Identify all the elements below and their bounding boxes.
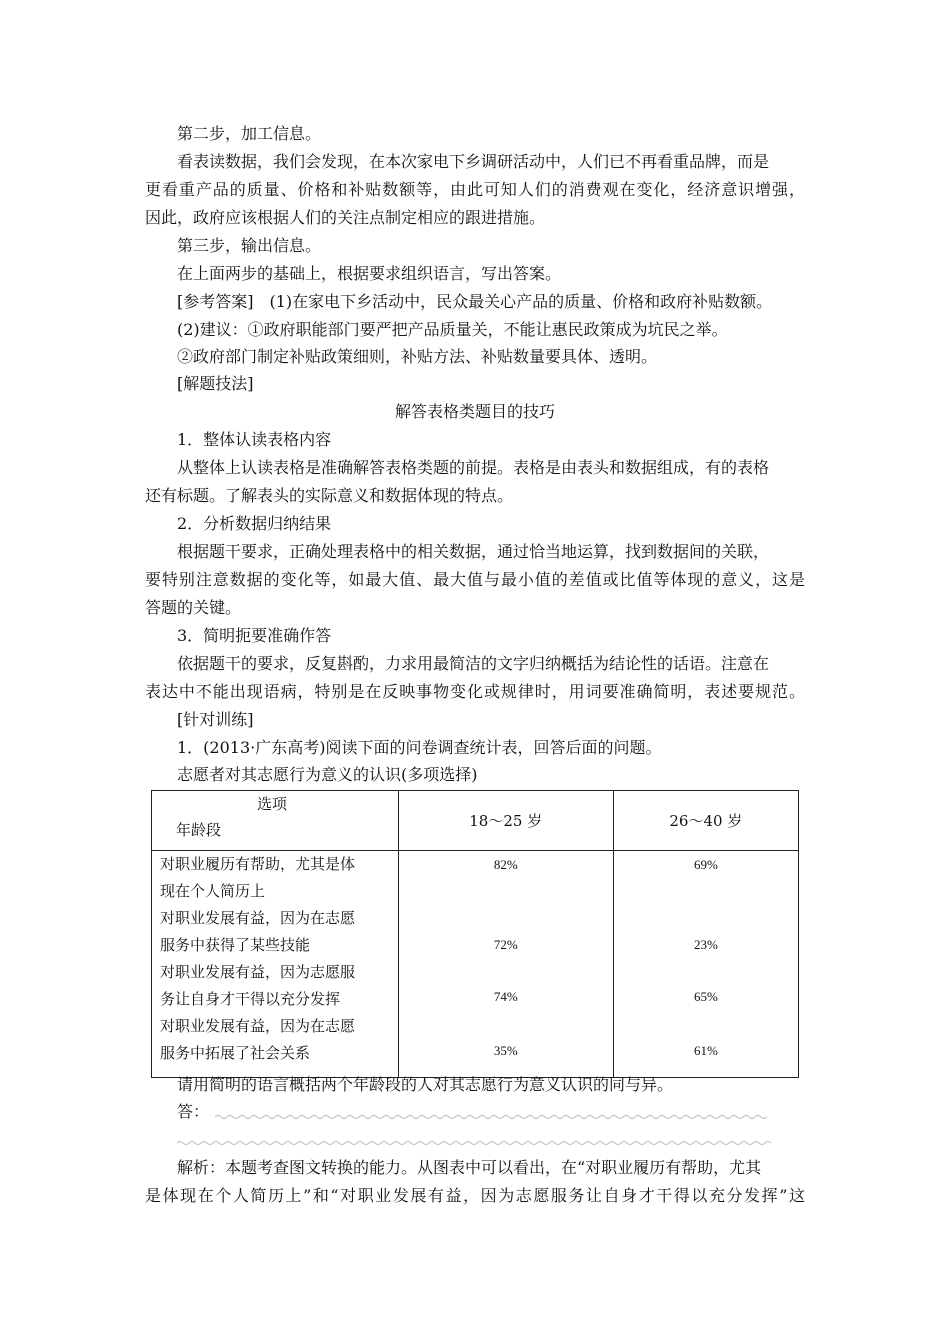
paragraph-line: 表达中不能出现语病，特别是在反映事物变化或规律时，用词要准确简明，表述要规范。 bbox=[145, 682, 805, 701]
analysis-line: 是体现在个人简历上”和“对职业发展有益，因为志愿服务让自身才干得以充分发挥”这 bbox=[145, 1186, 805, 1205]
tip-heading: 2．分析数据归纳结果 bbox=[177, 514, 332, 533]
step-three-line: 第三步，输出信息。 bbox=[177, 236, 322, 255]
tip-heading: 1．整体认读表格内容 bbox=[177, 430, 332, 449]
value-cell: 82% bbox=[493, 857, 518, 872]
values-column bbox=[398, 851, 613, 1078]
answer-blank-line[interactable] bbox=[177, 1140, 775, 1146]
row-label: 对职业发展有益，因为在志愿 bbox=[160, 909, 356, 927]
section-label: [针对训练] bbox=[177, 710, 254, 729]
paragraph-line: 从整体上认读表格是准确解答表格类题的前提。表格是由表头和数据组成，有的表格 bbox=[177, 458, 770, 477]
value-cell: 35% bbox=[493, 1043, 518, 1058]
section-title: 解答表格类题目的技巧 bbox=[394, 402, 555, 421]
paragraph-line: 在上面两步的基础上，根据要求组织语言，写出答案。 bbox=[177, 264, 562, 283]
row-label: 对职业发展有益，因为志愿服 bbox=[160, 963, 356, 981]
question-line: 1．(2013·广东高考)阅读下面的问卷调查统计表，回答后面的问题。 bbox=[177, 738, 662, 757]
answer-blank-line[interactable] bbox=[215, 1114, 767, 1120]
paragraph-line: 看表读数据，我们会发现，在本次家电下乡调研活动中，人们已不再看重品牌，而是 bbox=[177, 152, 770, 171]
step-two-line: 第二步，加工信息。 bbox=[177, 124, 322, 143]
value-cell: 23% bbox=[693, 937, 718, 952]
suggestion-line: (2)建议：①政府职能部门要严把产品质量关，不能让惠民政策成为坑民之举。 bbox=[177, 320, 728, 339]
paragraph-line: 根据题干要求，正确处理表格中的相关数据，通过恰当地运算，找到数据间的关联， bbox=[177, 542, 770, 561]
table-header-row bbox=[152, 791, 799, 851]
survey-table bbox=[151, 790, 799, 1078]
row-label: 务让自身才干得以充分发挥 bbox=[160, 990, 341, 1008]
table-corner-header bbox=[152, 791, 399, 851]
tip-heading: 3．简明扼要准确作答 bbox=[177, 626, 332, 645]
paragraph-line: 要特别注意数据的变化等，如最大值、最大值与最小值的差值或比值等体现的意义，这是 bbox=[145, 570, 805, 589]
analysis-line: 解析：本题考查图文转换的能力。从图表中可以看出，在“对职业履历有帮助，尤其 bbox=[177, 1158, 762, 1177]
paragraph-line: 答题的关键。 bbox=[145, 598, 242, 617]
header-options-label: 选项 bbox=[257, 795, 288, 813]
paragraph-line: 依据题干的要求，反复斟酌，力求用最简洁的文字归纳概括为结论性的话语。注意在 bbox=[177, 654, 770, 673]
section-label: [解题技法] bbox=[177, 374, 254, 393]
header-age-label: 年龄段 bbox=[176, 821, 222, 839]
question-prompt: 请用简明的语言概括两个年龄段的人对其志愿行为意义认识的同与异。 bbox=[177, 1075, 674, 1094]
row-label: 服务中拓展了社会关系 bbox=[160, 1044, 311, 1062]
row-label: 现在个人简历上 bbox=[160, 882, 266, 900]
column-header: 18～25 岁 bbox=[398, 791, 613, 851]
value-cell: 74% bbox=[493, 989, 518, 1004]
column-header: 26～40 岁 bbox=[613, 791, 798, 851]
value-cell: 69% bbox=[693, 857, 718, 872]
paragraph-line: 更看重产品的质量、价格和补贴数额等，由此可知人们的消费观在变化，经济意识增强， bbox=[145, 180, 805, 199]
row-label: 对职业履历有帮助，尤其是体 bbox=[160, 855, 356, 873]
reference-answer-line: [参考答案] (1)在家电下乡活动中，民众最关心产品的质量、价格和政府补贴数额。 bbox=[177, 292, 773, 311]
answer-label: 答： bbox=[177, 1102, 210, 1121]
value-cell: 65% bbox=[693, 989, 718, 1004]
suggestion-line: ②政府部门制定补贴政策细则，补贴方法、补贴数量要具体、透明。 bbox=[177, 347, 658, 366]
paragraph-line: 还有标题。了解表头的实际意义和数据体现的特点。 bbox=[145, 486, 514, 505]
row-label: 服务中获得了某些技能 bbox=[160, 936, 311, 954]
row-label: 对职业发展有益，因为在志愿 bbox=[160, 1017, 356, 1035]
table-title: 志愿者对其志愿行为意义的认识(多项选择) bbox=[177, 765, 478, 784]
row-label-cell bbox=[152, 851, 399, 1078]
values-column bbox=[613, 851, 798, 1078]
paragraph-line: 因此，政府应该根据人们的关注点制定相应的跟进措施。 bbox=[145, 208, 546, 227]
value-cell: 61% bbox=[693, 1043, 718, 1058]
value-cell: 72% bbox=[493, 937, 518, 952]
table-body bbox=[152, 851, 799, 1078]
